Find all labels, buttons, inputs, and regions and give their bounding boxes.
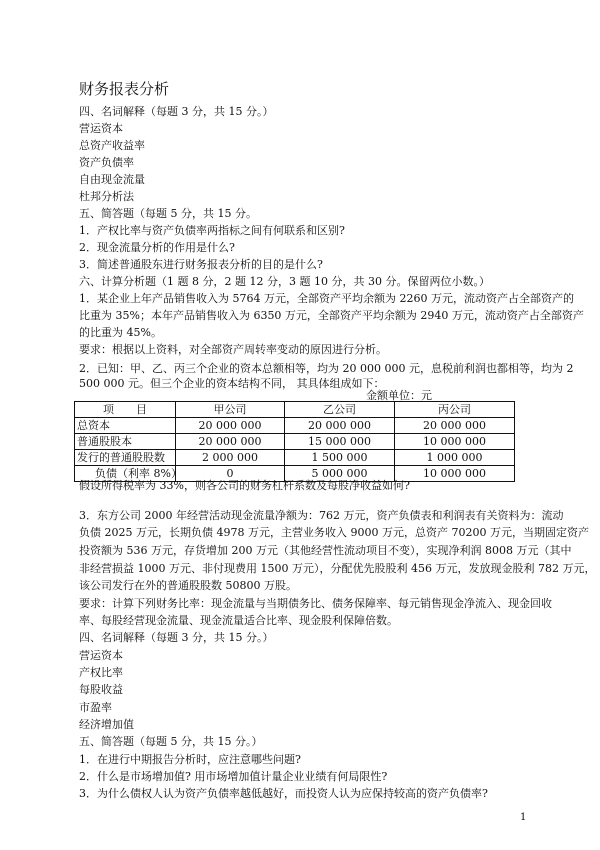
problem-text: 率、每股经营现金流量、现金流量适合比率、现金股利保障倍数。	[79, 614, 398, 627]
table-cell: 1 500 000	[285, 450, 395, 466]
table-header-cell: 甲公司	[176, 402, 285, 418]
term-item: 市盈率	[79, 701, 112, 714]
problem-text: 该公司发行在外的普通股股数 50800 万股。	[79, 579, 297, 592]
problem-text: 3．东方公司 2000 年经营活动现金流量净额为：762 万元，资产负债表和利润表有关资料为：流动	[79, 509, 564, 522]
term-item: 产权比率	[79, 666, 123, 679]
table-row	[75, 434, 515, 450]
table-header-cell: 丙公司	[395, 402, 515, 418]
problem-text: 非经营损益 1000 万元、非付现费用 1500 万元），分配优先股股利 456 万元，发放现金股利 782 万元，	[79, 562, 596, 575]
table-cell: 1 000 000	[395, 450, 515, 466]
table-cell: 总资本	[75, 418, 176, 434]
table-cell: 20 000 000	[285, 418, 395, 434]
term-item: 营运资本	[79, 122, 123, 135]
capital-structure-table	[74, 401, 515, 482]
problem-text: 比重为 35%；本年产品销售收入为 6350 万元，全部资产平均余额为 2940 万元，流动资产占全部资产	[79, 309, 584, 322]
table-cell: 2 000 000	[176, 450, 285, 466]
problem-text: 负债 2025 万元，长期负债 4978 万元，主营业务收入 9000 万元，总资产 70200 万元，当期固定资产	[79, 526, 589, 539]
problem-text: 投资额为 536 万元，存货增加 200 万元（其他经营性流动项目不变），实现净利润 8008 万元（其中	[79, 544, 572, 557]
problem-text: 的比重为 45%。	[79, 326, 162, 339]
problem-text: 假设所得税率为 33%，则各公司的财务杠杆系数及每股净收益如何?	[79, 479, 410, 492]
table-header-cell: 乙公司	[285, 402, 395, 418]
section-heading: 四、名词解释（每题 3 分，共 15 分。）	[79, 631, 274, 644]
term-item: 总资产收益率	[79, 139, 145, 152]
section-heading: 五、简答题（每题 5 分，共 15 分。	[79, 207, 257, 220]
table-cell: 负债（利率 8%）	[75, 466, 176, 482]
table-row	[75, 418, 515, 434]
table-cell: 15 000 000	[285, 434, 395, 450]
page-title: 财务报表分析	[79, 80, 170, 98]
problem-text: 要求：根据以上资料，对全部资产周转率变动的原因进行分析。	[79, 343, 387, 356]
table-cell: 20 000 000	[176, 434, 285, 450]
section-heading: 六、计算分析题（1 题 8 分，2 题 12 分，3 题 10 分，共 30 分。保留两位小数。）	[79, 275, 490, 288]
section-heading: 四、名词解释（每题 3 分，共 15 分。）	[79, 105, 274, 118]
table-cell: 10 000 000	[395, 466, 515, 482]
table-cell: 10 000 000	[395, 434, 515, 450]
term-item: 每股收益	[79, 683, 123, 696]
question-item: 3．简述普通股东进行财务报表分析的目的是什么?	[79, 258, 323, 271]
problem-text: 要求：计算下列财务比率：现金流量与当期债务比、债务保障率、每元销售现金净流入、现金回收	[79, 597, 552, 610]
question-item: 2．现金流量分析的作用是什么?	[79, 241, 235, 254]
question-item: 1．在进行中期报告分析时，应注意哪些问题?	[79, 753, 301, 766]
section-heading: 五、简答题（每题 5 分，共 15 分。）	[79, 735, 263, 748]
table-row	[75, 450, 515, 466]
question-item: 3．为什么债权人认为资产负债率越低越好，而投资人认为应保持较高的资产负债率?	[79, 787, 488, 800]
table-cell: 0	[176, 466, 285, 482]
term-item: 杜邦分析法	[79, 190, 134, 203]
table-header-cell: 项 目	[75, 402, 176, 418]
table-cell: 20 000 000	[395, 418, 515, 434]
table-cell: 20 000 000	[176, 418, 285, 434]
problem-text: 500 000 元。但三个企业的资本结构不同， 其具体组成如下：	[79, 377, 385, 390]
question-item: 1．产权比率与资产负债率两指标之间有何联系和区别?	[79, 224, 345, 237]
term-item: 经济增加值	[79, 718, 134, 731]
table-cell: 普通股股本	[75, 434, 176, 450]
page-number: 1	[520, 812, 527, 823]
term-item: 资产负债率	[79, 156, 134, 169]
unit-label: 金额单位：元	[366, 389, 432, 402]
term-item: 自由现金流量	[79, 173, 145, 186]
problem-text: 2．已知：甲、乙、丙三个企业的资本总额相等，均为 20 000 000 元，息税前利润也都相等，均为 2	[79, 362, 574, 375]
problem-text: 1．某企业上年产品销售收入为 5764 万元，全部资产平均余额为 2260 万元，流动资产占全部资产的	[79, 292, 574, 305]
table-cell: 发行的普通股股数	[75, 450, 176, 466]
question-item: 2．什么是市场增加值? 用市场增加值计量企业业绩有何局限性?	[79, 770, 388, 783]
table-cell: 5 000 000	[285, 466, 395, 482]
term-item: 营运资本	[79, 649, 123, 662]
table-header-row	[75, 402, 515, 418]
